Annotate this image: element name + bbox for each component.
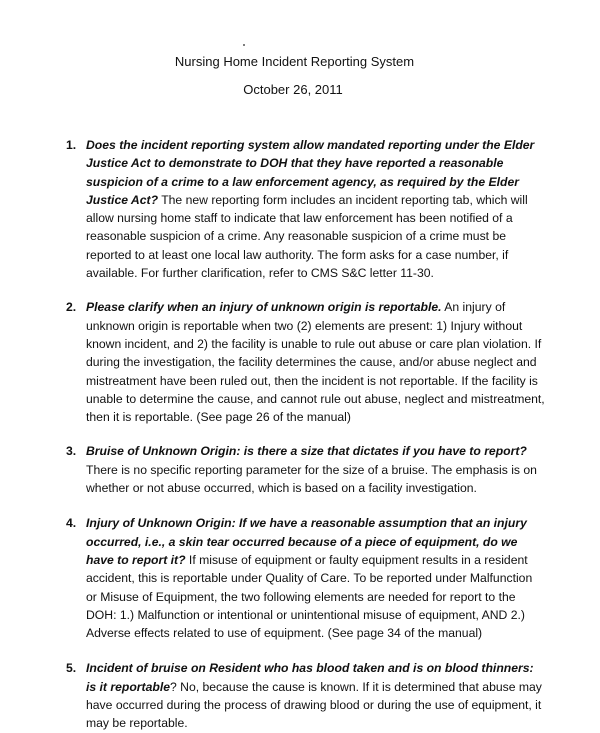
scan-speck bbox=[243, 44, 245, 46]
faq-item-number: 1. bbox=[66, 138, 77, 152]
faq-question: Bruise of Unknown Origin: is there a size that dictates if you have to report? bbox=[86, 444, 527, 459]
faq-answer: If misuse of equipment or faulty equipment results in a resident accident, this is reportable under Quality of Care. To be reported under Malfunction or Misuse of Equipment, the two following elements are needed for report to the DOH: 1.) Malfunction or intentional or unintentional misuse of equipment, AND 2.) Adverse effects related to use of equipment. (See page 34 of the manual) bbox=[86, 552, 533, 641]
faq-item-1 bbox=[66, 136, 546, 282]
faq-question: Please clarify when an injury of unknown origin is reportable. bbox=[86, 300, 442, 315]
faq-item-4 bbox=[66, 514, 546, 642]
faq-item-2 bbox=[66, 298, 546, 426]
faq-question: Injury of Unknown Origin: If we have a reasonable assumption that an injury occurred, i.e., a skin tear occurred because of a piece of equipment, do we have to report it? bbox=[86, 516, 527, 567]
faq-question: Incident of bruise on Resident who has blood taken and is on blood thinners: is it reportable bbox=[86, 661, 534, 694]
document-title: Nursing Home Incident Reporting System bbox=[174, 54, 415, 69]
faq-answer: An injury of unknown origin is reportable when two (2) elements are present: 1) Injury without known incident, and 2) the facility is unable to rule out abuse or care plan violation. If during the investigation, the facility determines the cause, and/or abuse neglect and mistreatment have been ruled out, then the incident is not reportable. If the facility is unable to determine the cause, and cannot rule out abuse, neglect and mistreatment, then it is reportable. (See page 26 of the manual) bbox=[86, 300, 545, 425]
document-date: October 26, 2011 bbox=[243, 82, 343, 97]
faq-item-3 bbox=[66, 442, 546, 497]
faq-answer: There is no specific reporting parameter for the size of a bruise. The emphasis is on whether or not abuse occurred, which is based on a facility investigation. bbox=[86, 462, 537, 496]
faq-item-number: 2. bbox=[66, 300, 77, 315]
faq-item-number: 3. bbox=[66, 444, 77, 459]
faq-question: Does the incident reporting system allow mandated reporting under the Elder Justice Act to demonstrate to DOH that they have reported a reasonable suspicion of a crime to a law enforcement agency, as required by the Elder Justice Act? bbox=[86, 138, 535, 207]
faq-answer: The new reporting form includes an incident reporting tab, which will allow nursing home staff to indicate that law enforcement has been notified of a reasonable suspicion of a crime. Any reasonable suspicion of a crime must be reported to at least one local law authority. The form asks for a case number, if available. For further clarification, refer to CMS S&C letter 11-30. bbox=[86, 192, 528, 281]
faq-item-number: 5. bbox=[66, 661, 77, 676]
faq-item-5 bbox=[66, 659, 546, 732]
faq-list bbox=[66, 136, 546, 733]
faq-item-number: 4. bbox=[66, 516, 77, 531]
faq-answer: ? No, because the cause is known. If it is determined that abuse may have occurred during the process of drawing blood or during the use of equipment, it may be reportable. bbox=[86, 679, 542, 731]
